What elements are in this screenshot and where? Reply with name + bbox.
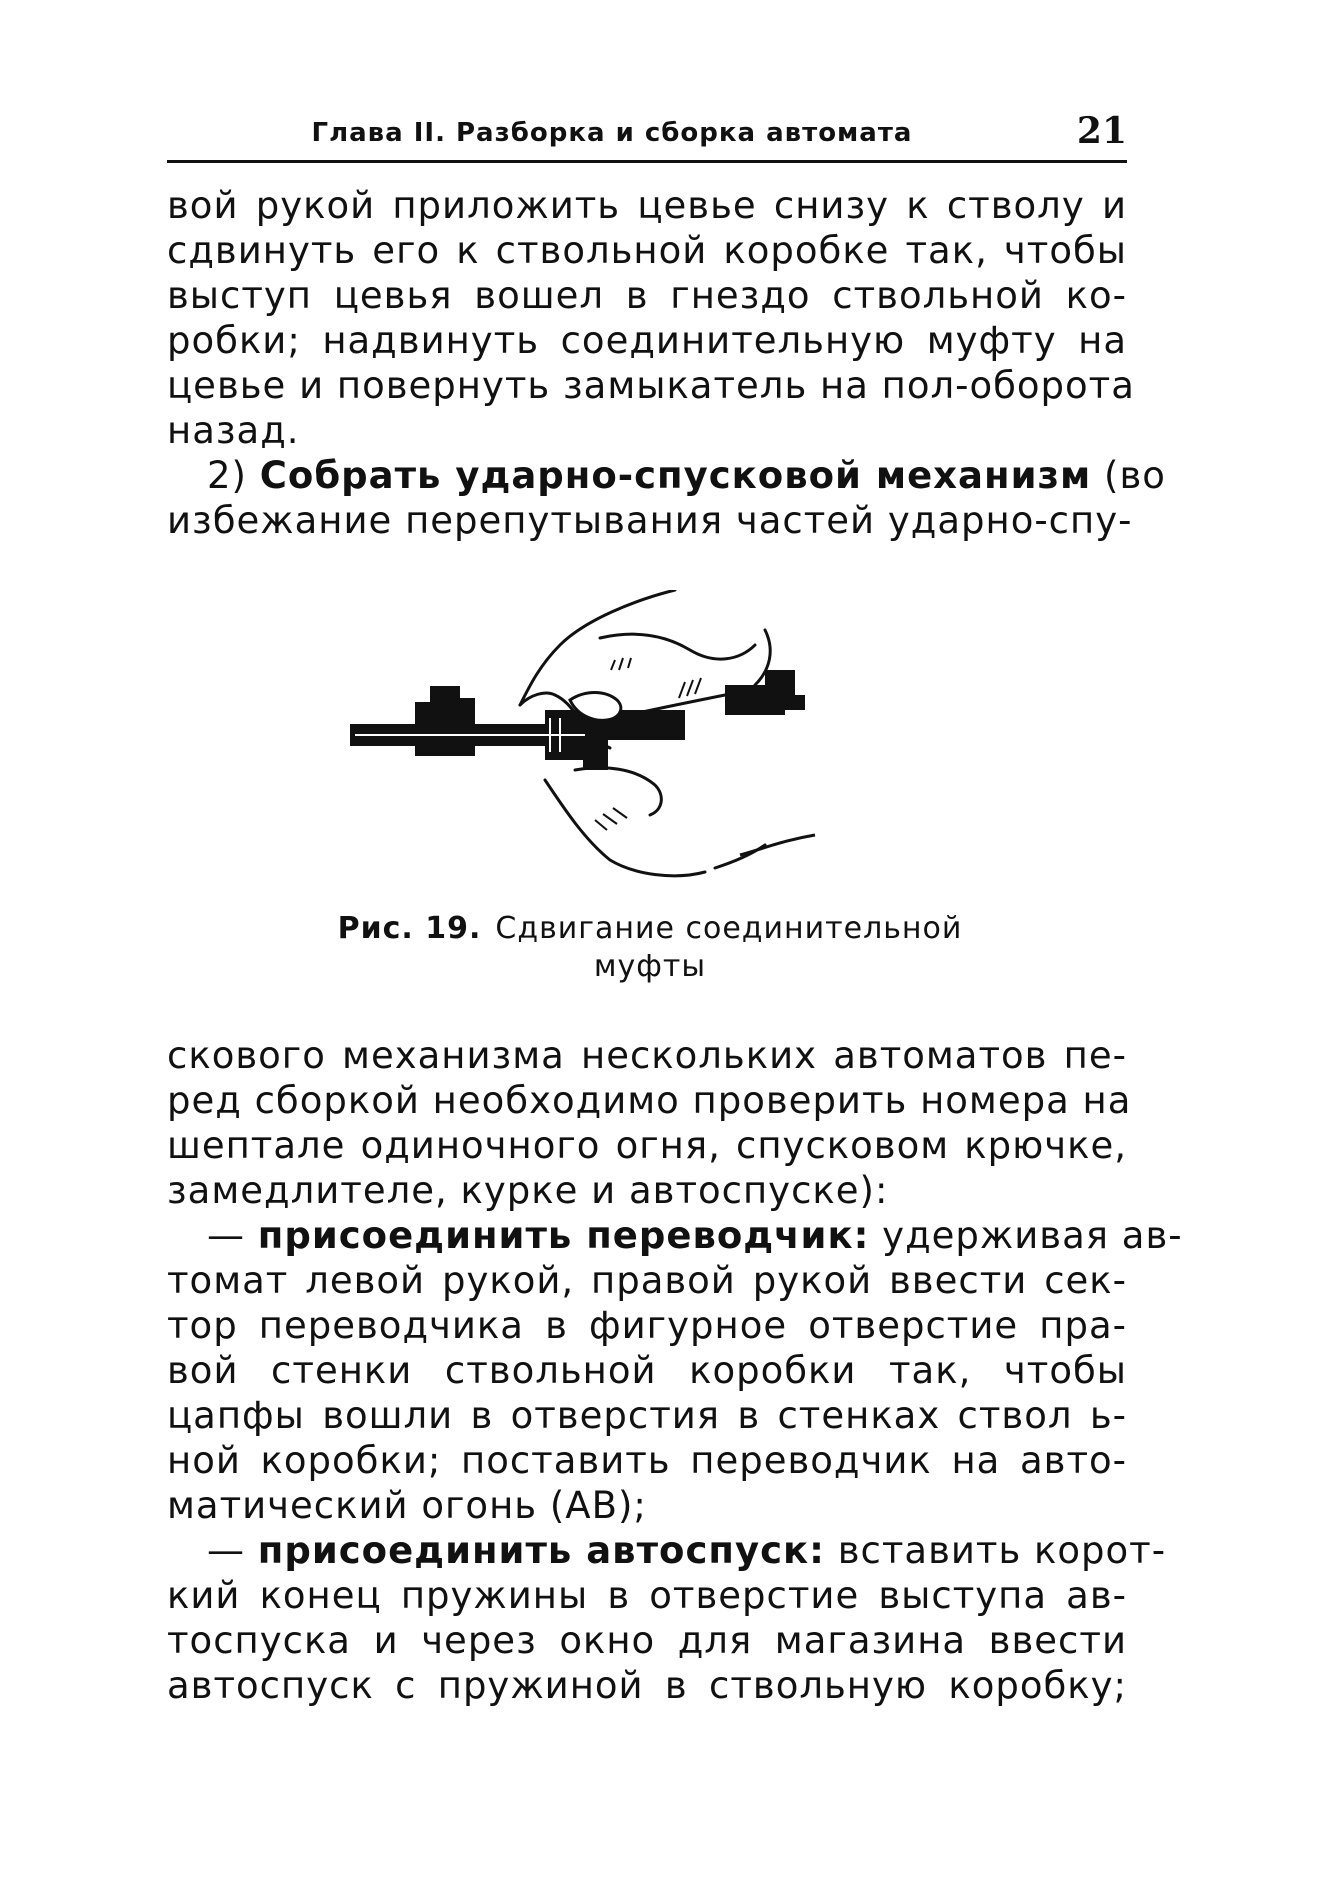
header-rule: [167, 160, 1127, 163]
figure-illustration: [345, 590, 955, 890]
hand-shading: [695, 678, 701, 694]
text-line: тоспуска и через окно для магазина ввести: [167, 1619, 1127, 1662]
caption-line-1: [330, 910, 970, 948]
dash-item-1-title: присоединить переводчик:: [257, 1214, 870, 1257]
text-line: избежание перепутывания частей ударно-спу-: [167, 499, 1133, 542]
em-dash: —: [207, 1214, 245, 1257]
hand-outline: [740, 835, 815, 855]
text-line: вой стенки ствольной коробки так, чтобы: [167, 1349, 1127, 1392]
text-line: шептале одиночного огня, спусковом крючке,: [167, 1124, 1127, 1167]
em-dash: —: [207, 1529, 245, 1572]
hand-outline: [545, 780, 705, 876]
text-line: цапфы вошли в отверстия в стенках ствол ь-: [167, 1394, 1127, 1437]
text-line: скового механизма нескольких автоматов пе-: [167, 1034, 1127, 1077]
dash-item-2-heading: [167, 1528, 1167, 1573]
text-line: робки; надвинуть соединительную муфту на: [167, 319, 1127, 362]
dash-item-2-title: присоединить автоспуск:: [257, 1529, 825, 1572]
hand-shading: [613, 808, 627, 818]
dash-item-1-rest: удерживая ав-: [882, 1214, 1183, 1257]
hand-shading: [619, 658, 623, 670]
item-2-title: Собрать ударно-спусковой механизм: [259, 454, 1092, 497]
text-line: матический огонь (АВ);: [167, 1484, 647, 1527]
bottom-text: [167, 1033, 1183, 1708]
caption-line-2: муфты: [593, 949, 707, 984]
hand-shading: [687, 680, 693, 696]
dash-item-1-heading: [167, 1213, 1183, 1258]
text-line: автоспуск с пружиной в ствольную коробку;: [167, 1664, 1127, 1707]
item-2-number: 2): [207, 454, 247, 497]
text-line: назад.: [167, 409, 300, 452]
text-line: сдвинуть его к ствольной коробке так, чтобы: [167, 229, 1127, 272]
hand-shading: [628, 658, 631, 668]
hand-outline: [575, 768, 661, 815]
hand-shading: [679, 682, 685, 698]
text-line: кий конец пружины в отверстие выступа ав-: [167, 1574, 1127, 1617]
figure-label: Рис. 19.: [337, 911, 482, 946]
text-line: вой рукой приложить цевье снизу к стволу и: [167, 184, 1127, 227]
hand-shading: [603, 814, 617, 824]
page-header: [167, 110, 1127, 162]
receiver-part: [785, 695, 805, 710]
text-line: замедлителе, курке и автоспуске):: [167, 1169, 889, 1212]
item-2-rest: (во: [1104, 454, 1166, 497]
dash-item-2-rest: вставить корот-: [837, 1529, 1167, 1572]
figure-caption: [330, 910, 970, 986]
text-line: ред сборкой необходимо проверить номера на: [167, 1079, 1132, 1122]
running-title: Глава II. Разборка и сборка автомата: [311, 118, 913, 148]
front-sight-ring: [455, 698, 475, 706]
caption-text-1: Сдвигание соединительной: [495, 911, 963, 946]
hand-outline: [600, 634, 755, 659]
front-sight-block: [415, 702, 475, 756]
receiver-part: [765, 670, 795, 695]
hand-shading: [611, 660, 615, 670]
page-number: 21: [1076, 110, 1127, 152]
text-line: цевье и повернуть замыкатель на пол-оборота: [167, 364, 1135, 407]
text-line: ной коробки; поставить переводчик на авто-: [167, 1439, 1127, 1482]
text-line: томат левой рукой, правой рукой ввести сек-: [167, 1259, 1127, 1302]
text-line: выступ цевья вошел в гнездо ствольной ко-: [167, 274, 1127, 317]
hand-outline: [520, 590, 675, 705]
item-2-heading: [167, 453, 1166, 498]
hand-shading: [595, 820, 607, 830]
top-text: [167, 183, 1166, 543]
text-line: тор переводчика в фигурное отверстие пра-: [167, 1304, 1127, 1347]
